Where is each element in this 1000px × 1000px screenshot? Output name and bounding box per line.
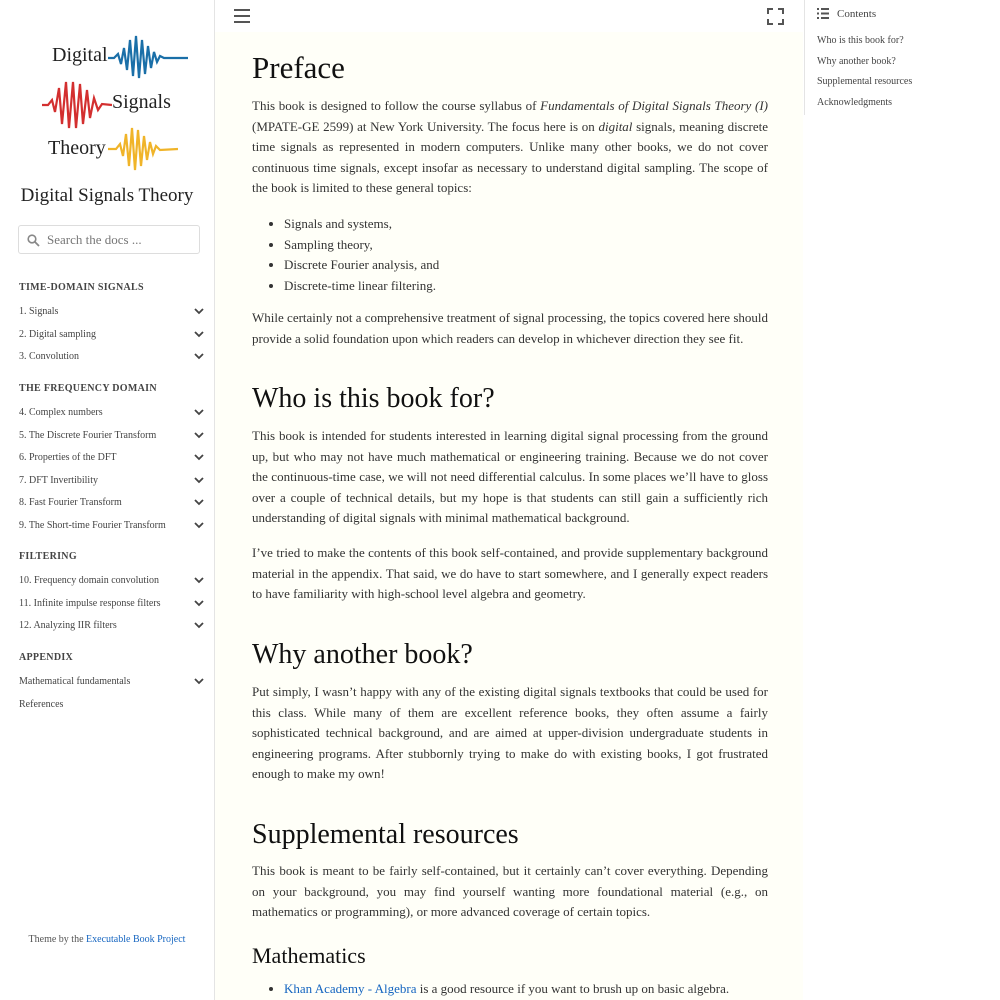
chevron-down-icon[interactable] — [193, 406, 205, 418]
chevron-down-icon[interactable] — [193, 519, 205, 531]
sidebar-item[interactable] — [19, 520, 209, 540]
heading-who: Who is this book for? — [252, 383, 495, 414]
sidebar-item[interactable] — [19, 407, 209, 427]
search-input[interactable]: Search the docs ... — [47, 232, 142, 247]
chevron-down-icon[interactable] — [193, 675, 205, 687]
sidebar-item[interactable] — [19, 620, 209, 640]
site-logo[interactable] — [30, 30, 190, 180]
theme-credit-text: Theme by the — [28, 934, 84, 945]
toc-item-who[interactable]: Who is this book for? — [817, 35, 904, 46]
chevron-down-icon[interactable] — [193, 474, 205, 486]
sidebar-section-heading: FILTERING — [19, 551, 77, 562]
theme-credit-link[interactable]: Executable Book Project — [86, 934, 186, 945]
list-icon — [817, 8, 829, 19]
logo-word-theory: Theory — [48, 137, 106, 159]
sidebar-item[interactable] — [19, 598, 209, 618]
sidebar-item-label: 8. Fast Fourier Transform — [19, 497, 122, 509]
sidebar-item-label: 11. Infinite impulse response filters — [19, 597, 161, 609]
sidebar-item-label: 6. Properties of the DFT — [19, 452, 117, 464]
sidebar-item[interactable] — [19, 452, 209, 472]
sidebar-item[interactable] — [19, 329, 209, 349]
sidebar-item-label: 10. Frequency domain convolution — [19, 575, 159, 586]
sidebar — [0, 0, 215, 1000]
search-icon — [27, 234, 40, 247]
who-paragraph-1: This book is intended for students interested in learning digital signal processing from the ground up, but who may not have much mathematical or engineering training. Because we do not cover the continuous-time case, we will not need differential calculus. In some places we’ll have to gloss over a couple of technical details, but my hope is that students can still gain a sufficiently rich understanding of digital signals with minimal mathematical background. — [252, 428, 768, 525]
toc-title: Contents — [837, 8, 877, 20]
sidebar-item-label: 12. Analyzing IIR filters — [19, 620, 117, 632]
sidebar-item-label: References — [19, 698, 64, 710]
sidebar-item-label: 4. Complex numbers — [19, 407, 103, 418]
sidebar-item[interactable] — [19, 430, 209, 450]
chevron-down-icon[interactable] — [193, 619, 205, 631]
toc-item-why[interactable]: Why another book? — [817, 56, 896, 67]
sidebar-item[interactable] — [19, 575, 209, 595]
list-item: • Discrete Fourier analysis, and — [284, 255, 439, 276]
heading-mathematics: Mathematics — [252, 943, 366, 968]
sidebar-item-label: 7. DFT Invertibility — [19, 474, 98, 486]
khan-academy-link[interactable]: Khan Academy - Algebra — [284, 981, 417, 996]
sidebar-item[interactable] — [19, 699, 209, 719]
chevron-down-icon[interactable] — [193, 597, 205, 609]
yellow-wave-icon — [108, 126, 178, 172]
sidebar-item-label: 3. Convolution — [19, 351, 80, 363]
heading-supplemental: Supplemental resources — [252, 819, 519, 850]
sidebar-section-heading: APPENDIX — [19, 652, 74, 663]
site-title[interactable]: Digital Signals Theory — [20, 185, 194, 206]
sidebar-section-heading: THE FREQUENCY DOMAIN — [19, 383, 157, 394]
sidebar-item-label: 5. The Discrete Fourier Transform — [19, 429, 157, 441]
logo-word-digital: Digital — [52, 44, 108, 66]
search-box[interactable] — [18, 225, 200, 254]
heading-why: Why another book? — [252, 639, 473, 670]
chevron-down-icon[interactable] — [193, 496, 205, 508]
sidebar-item[interactable] — [19, 676, 209, 696]
supplemental-paragraph-1: This book is meant to be fairly self-contained, but it certainly can’t cover everything. Depending on your background, you may find yourself wanting more foundational material (e.g., on mathematics or programming), or more advanced coverage of certain topics. — [252, 863, 768, 919]
preface-paragraph-1: This book is designed to follow the course syllabus of Fundamentals of Digital Signals Theory (I) (MPATE-GE 2599) at New York University. The focus here is on digital signals, meaning discrete time signals as represented in modern computers. Unlike many other books, we do not cover continuous time signals, except insofar as necessary to understand digital sampling. The scope of the book is limited to these general topics: — [252, 98, 768, 195]
sidebar-section-heading: TIME-DOMAIN SIGNALS — [19, 282, 144, 293]
sidebar-item[interactable] — [19, 475, 209, 495]
sidebar-item[interactable] — [19, 497, 209, 517]
list-item: • Sampling theory, — [284, 235, 439, 256]
sidebar-item[interactable] — [19, 306, 209, 326]
chevron-down-icon[interactable] — [193, 328, 205, 340]
toc-header — [817, 8, 876, 20]
sidebar-item-label: 2. Digital sampling — [19, 328, 96, 340]
chevron-down-icon[interactable] — [193, 429, 205, 441]
sidebar-item[interactable] — [19, 351, 209, 371]
who-paragraph-2: I’ve tried to make the contents of this book self-contained, and provide supplementary background material in the appendix. That said, we do have to start somewhere, and I generally expect readers to have familiarity with high-school level algebra and geometry. — [252, 545, 768, 601]
toc-item-acknowledgments[interactable]: Acknowledgments — [817, 97, 892, 108]
chevron-down-icon[interactable] — [193, 350, 205, 362]
list-item: • Discrete-time linear filtering. — [284, 276, 439, 297]
red-wave-icon — [42, 80, 112, 130]
why-paragraph-1: Put simply, I wasn’t happy with any of the existing digital signals textbooks that could be used for this class. While many of them are excellent reference books, they often assume a fairly sophisticated technical background, and are aimed at upper-division undergraduate students in engineering programs. After stubbornly trying to make do with existing books, I got frustrated enough to make my own! — [252, 684, 768, 781]
math-resources-list — [268, 979, 729, 1000]
sidebar-item-label: 9. The Short-time Fourier Transform — [19, 520, 166, 531]
theme-credit — [0, 934, 214, 945]
list-item: • Khan Academy - Algebra is a good resource if you want to brush up on basic algebra. — [284, 979, 729, 1000]
table-of-contents — [804, 0, 1000, 115]
blue-wave-icon — [108, 34, 188, 82]
chevron-down-icon[interactable] — [193, 574, 205, 586]
topics-list — [268, 214, 439, 296]
fullscreen-icon[interactable] — [767, 8, 784, 25]
chevron-down-icon[interactable] — [193, 305, 205, 317]
toc-item-supplemental[interactable]: Supplemental resources — [817, 76, 913, 87]
page-title: Preface — [252, 50, 345, 85]
chevron-down-icon[interactable] — [193, 451, 205, 463]
preface-paragraph-2: While certainly not a comprehensive treatment of signal processing, the topics covered here should provide a solid foundation upon which readers can develop in whichever direction they see fit. — [252, 310, 768, 346]
list-item: • Signals and systems, — [284, 214, 439, 235]
sidebar-item-label: 1. Signals — [19, 306, 59, 317]
menu-toggle-icon[interactable] — [234, 8, 250, 24]
logo-word-signals: Signals — [112, 91, 171, 113]
sidebar-item-label: Mathematical fundamentals — [19, 676, 131, 687]
